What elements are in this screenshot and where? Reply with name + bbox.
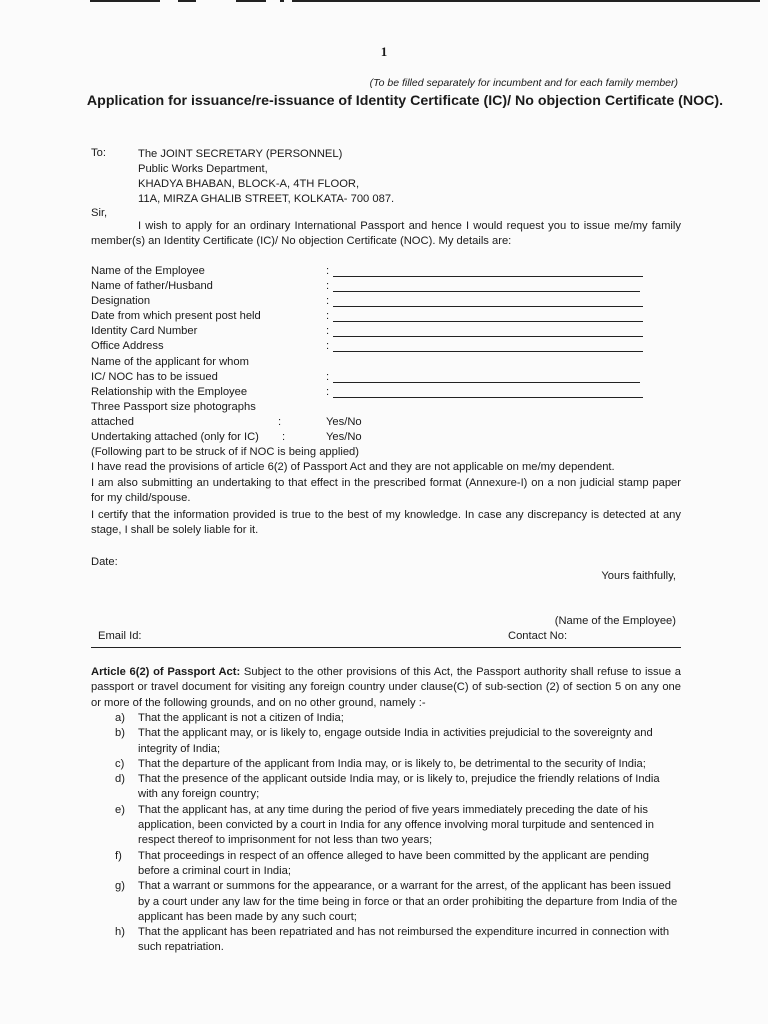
field-applicant-name: IC/ NOC has to be issued : [91, 370, 651, 385]
field-father-husband: Name of father/Husband : [91, 279, 651, 294]
scan-edge-line [236, 0, 266, 2]
fill-instruction-note: (To be filled separately for incumbent and for each family member) [369, 77, 678, 89]
field-label: Name of the applicant for whom [91, 356, 249, 368]
article-intro: Subject to the other provisions of this Act, the Passport authority shall refuse to issue a passport or travel document for visiting any foreign country under clause(C) of sub-section (2) of section 5 on any one or more of the following grounds, and on no other ground, namely :- [91, 666, 681, 709]
office-address-input[interactable] [333, 351, 643, 352]
list-item: a) That the applicant is not a citizen of India; [115, 712, 344, 724]
field-label: Identity Card Number [91, 325, 198, 337]
undertaking-row: Undertaking attached (only for IC) : Yes/No [91, 431, 362, 443]
field-identity-card-number: Identity Card Number : [91, 324, 651, 339]
photos-label-line2: attached [91, 416, 134, 428]
field-label: Name of father/Husband [91, 280, 213, 292]
field-office-address: Office Address : [91, 339, 651, 354]
field-label: IC/ NOC has to be issued [91, 371, 218, 383]
field-label: Office Address [91, 340, 164, 352]
list-item: d) That the presence of the applicant outside India may, or is likely to, prejudice the friendly relations of India with any foreign country; [115, 773, 660, 801]
recipient-address [138, 147, 394, 207]
address-line: Public Works Department, [138, 163, 268, 175]
declaration-undertaking: I am also submitting an undertaking to that effect in the prescribed format (Annexure-I) on a non judicial stamp paper for my child/spouse. [91, 477, 681, 505]
address-line: 11A, MIRZA GHALIB STREET, KOLKATA- 700 087. [138, 193, 395, 205]
intro-paragraph: I wish to apply for an ordinary International Passport and hence I would request you to issue me/my family member(s) an Identity Certificate (IC)/ No objection Certificate (NOC). My details are: [91, 220, 681, 248]
contact-label: Contact No: [508, 630, 568, 642]
relationship-input[interactable] [333, 397, 643, 398]
field-present-post-date: Date from which present post held : [91, 309, 651, 324]
field-label: Designation [91, 295, 151, 307]
list-item: h) That the applicant has been repatriated and has not reimbursed the expenditure incurred in connection with such repatriation. [115, 926, 670, 954]
employee-name-signature-label: (Name of the Employee) [554, 615, 676, 627]
scan-edge-line [292, 0, 760, 2]
declaration-certify: I certify that the information provided is true to the best of my knowledge. In case any discrepancy is detected at any stage, I shall be solely liable for it. [91, 509, 681, 537]
date-label: Date: [91, 556, 118, 568]
scan-edge-line [280, 0, 284, 2]
address-line: The JOINT SECRETARY (PERSONNEL) [138, 148, 343, 160]
article-heading: Article 6(2) of Passport Act: [91, 666, 241, 678]
undertaking-label: Undertaking attached (only for IC) [91, 431, 259, 443]
list-item: e) That the applicant has, at any time during the period of five years immediately preceding the date of his application, been convicted by a court in India for any offence involving moral turpitude and sentenced in respect thereof to imprisonment for not less than two years; [115, 803, 654, 847]
email-label: Email Id: [98, 630, 142, 642]
field-relationship: Relationship with the Employee : [91, 385, 651, 400]
list-item: f) That proceedings in respect of an offence alleged to have been committed by the applicant are pending before a criminal court in India; [115, 849, 650, 877]
field-designation: Designation : [91, 294, 651, 309]
list-item: b) That the applicant may, or is likely to, engage outside India in activities prejudicial to the sovereignty and integrity of India; [115, 727, 653, 755]
salutation: Sir, [91, 207, 108, 219]
to-label: To: [91, 147, 106, 159]
divider [91, 647, 681, 648]
field-label: Relationship with the Employee [91, 386, 248, 398]
list-item: g) That a warrant or summons for the appearance, or a warrant for the arrest, of the applicant has been issued by a court under any law for the time being in force or that an order prohibiting the departure from India of the applicant has been made by any such court; [115, 880, 678, 923]
form-title: Application for issuance/re-issuance of Identity Certificate (IC)/ No objection Certificate (NOC). [86, 93, 724, 109]
present-post-date-input[interactable] [333, 321, 643, 322]
yours-faithfully: Yours faithfully, [601, 570, 676, 582]
declaration-article-6: I have read the provisions of article 6(2) of Passport Act and they are not applicable on me/my dependent. [91, 461, 615, 473]
employee-name-input[interactable] [333, 276, 643, 277]
field-label: Date from which present post held [91, 310, 261, 322]
scan-edge-line [90, 0, 160, 2]
father-husband-input[interactable] [333, 291, 640, 292]
article-paragraph [91, 665, 681, 711]
photos-row: attached : Yes/No [91, 416, 362, 428]
field-applicant-name-line1 [91, 355, 651, 370]
identity-card-number-input[interactable] [333, 336, 643, 337]
scan-edge-line [178, 0, 196, 2]
article-grounds-list [91, 711, 681, 956]
photos-label-line1: Three Passport size photographs [91, 401, 256, 413]
applicant-name-input[interactable] [333, 382, 640, 383]
field-employee-name: Name of the Employee : [91, 264, 651, 279]
address-line: KHADYA BHABAN, BLOCK-A, 4TH FLOOR, [138, 178, 360, 190]
list-item: c) That the departure of the applicant from India may, or is likely to, be detrimental to the security of India; [115, 757, 646, 770]
undertaking-yes-no[interactable]: Yes/No [326, 431, 362, 443]
designation-input[interactable] [333, 306, 643, 307]
photos-yes-no[interactable]: Yes/No [326, 416, 362, 428]
page-number: 1 [380, 44, 388, 59]
strike-note: (Following part to be struck of if NOC is being applied) [91, 446, 359, 458]
field-label: Name of the Employee [91, 265, 205, 277]
